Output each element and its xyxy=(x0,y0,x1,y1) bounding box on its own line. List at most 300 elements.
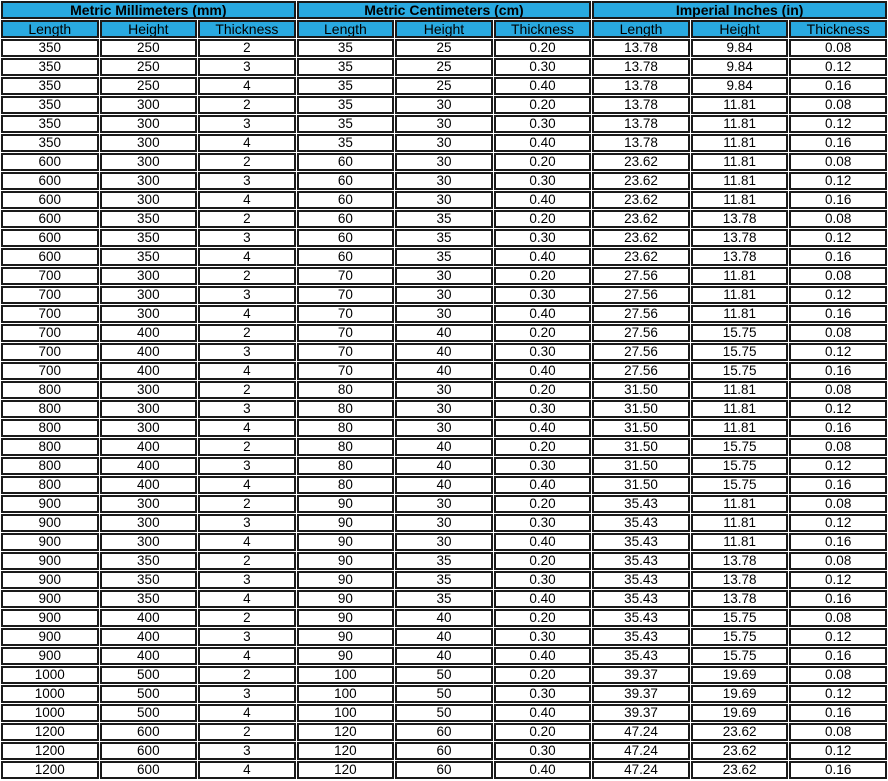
table-cell: 27.56 xyxy=(592,286,690,304)
table-cell: 47.24 xyxy=(592,761,690,779)
table-cell: 700 xyxy=(1,362,99,380)
table-cell: 600 xyxy=(1,191,99,209)
table-row xyxy=(1,286,887,304)
table-cell: 35.43 xyxy=(592,533,690,551)
table-cell: 300 xyxy=(100,400,198,418)
table-cell: 3 xyxy=(198,742,296,760)
table-cell: 700 xyxy=(1,324,99,342)
table-cell: 19.69 xyxy=(691,685,789,703)
table-cell: 0.40 xyxy=(494,362,592,380)
table-cell: 0.08 xyxy=(789,609,887,627)
table-cell: 350 xyxy=(100,571,198,589)
table-cell: 35.43 xyxy=(592,571,690,589)
table-cell: 19.69 xyxy=(691,666,789,684)
table-cell: 15.75 xyxy=(691,457,789,475)
table-cell: 0.12 xyxy=(789,286,887,304)
table-cell: 13.78 xyxy=(691,590,789,608)
table-cell: 120 xyxy=(297,761,395,779)
table-cell: 120 xyxy=(297,742,395,760)
table-body xyxy=(1,39,887,779)
table-cell: 35 xyxy=(395,590,493,608)
table-cell: 3 xyxy=(198,457,296,475)
table-cell: 350 xyxy=(1,58,99,76)
table-cell: 300 xyxy=(100,286,198,304)
table-cell: 11.81 xyxy=(691,381,789,399)
table-cell: 350 xyxy=(100,210,198,228)
table-cell: 23.62 xyxy=(592,172,690,190)
table-cell: 2 xyxy=(198,609,296,627)
table-cell: 350 xyxy=(100,552,198,570)
table-cell: 700 xyxy=(1,267,99,285)
table-cell: 4 xyxy=(198,647,296,665)
table-cell: 0.30 xyxy=(494,286,592,304)
table-cell: 0.16 xyxy=(789,248,887,266)
table-cell: 35.43 xyxy=(592,590,690,608)
table-cell: 350 xyxy=(1,39,99,57)
table-cell: 90 xyxy=(297,533,395,551)
table-row xyxy=(1,153,887,171)
table-cell: 35.43 xyxy=(592,647,690,665)
table-cell: 300 xyxy=(100,533,198,551)
table-cell: 90 xyxy=(297,609,395,627)
column-header-height: Height xyxy=(395,20,493,38)
table-cell: 0.08 xyxy=(789,666,887,684)
table-cell: 30 xyxy=(395,134,493,152)
table-cell: 350 xyxy=(100,229,198,247)
table-row xyxy=(1,324,887,342)
table-cell: 500 xyxy=(100,685,198,703)
table-row xyxy=(1,381,887,399)
table-cell: 0.16 xyxy=(789,305,887,323)
table-cell: 1000 xyxy=(1,704,99,722)
table-cell: 0.30 xyxy=(494,172,592,190)
column-header-thickness: Thickness xyxy=(198,20,296,38)
table-row xyxy=(1,761,887,779)
table-row xyxy=(1,400,887,418)
table-row xyxy=(1,305,887,323)
table-row xyxy=(1,343,887,361)
table-cell: 31.50 xyxy=(592,438,690,456)
table-row xyxy=(1,723,887,741)
table-cell: 9.84 xyxy=(691,39,789,57)
table-cell: 0.12 xyxy=(789,172,887,190)
table-cell: 800 xyxy=(1,476,99,494)
table-cell: 300 xyxy=(100,96,198,114)
table-cell: 30 xyxy=(395,96,493,114)
table-cell: 70 xyxy=(297,343,395,361)
table-cell: 300 xyxy=(100,305,198,323)
table-cell: 300 xyxy=(100,267,198,285)
table-row xyxy=(1,457,887,475)
table-cell: 900 xyxy=(1,495,99,513)
table-cell: 2 xyxy=(198,210,296,228)
table-row xyxy=(1,571,887,589)
table-cell: 40 xyxy=(395,457,493,475)
table-cell: 80 xyxy=(297,381,395,399)
table-cell: 11.81 xyxy=(691,514,789,532)
table-cell: 70 xyxy=(297,324,395,342)
table-cell: 0.30 xyxy=(494,400,592,418)
table-cell: 350 xyxy=(1,115,99,133)
table-cell: 30 xyxy=(395,191,493,209)
table-cell: 70 xyxy=(297,267,395,285)
table-cell: 0.08 xyxy=(789,324,887,342)
table-cell: 2 xyxy=(198,552,296,570)
table-cell: 400 xyxy=(100,457,198,475)
table-cell: 0.12 xyxy=(789,457,887,475)
group-header-imperial-inches: Imperial Inches (in) xyxy=(592,1,887,19)
table-row xyxy=(1,666,887,684)
table-cell: 35 xyxy=(395,210,493,228)
table-cell: 0.08 xyxy=(789,381,887,399)
table-cell: 300 xyxy=(100,153,198,171)
table-cell: 100 xyxy=(297,685,395,703)
table-cell: 0.08 xyxy=(789,96,887,114)
table-cell: 0.16 xyxy=(789,761,887,779)
table-cell: 40 xyxy=(395,438,493,456)
table-cell: 0.30 xyxy=(494,457,592,475)
table-cell: 3 xyxy=(198,58,296,76)
table-cell: 40 xyxy=(395,609,493,627)
table-cell: 0.12 xyxy=(789,685,887,703)
table-cell: 700 xyxy=(1,343,99,361)
table-row xyxy=(1,419,887,437)
table-cell: 4 xyxy=(198,761,296,779)
table-cell: 800 xyxy=(1,381,99,399)
table-cell: 0.12 xyxy=(789,514,887,532)
table-cell: 0.30 xyxy=(494,685,592,703)
table-row xyxy=(1,172,887,190)
column-header-row xyxy=(1,20,887,38)
table-cell: 0.40 xyxy=(494,533,592,551)
table-cell: 120 xyxy=(297,723,395,741)
table-cell: 800 xyxy=(1,438,99,456)
table-cell: 4 xyxy=(198,362,296,380)
table-row xyxy=(1,210,887,228)
table-cell: 0.12 xyxy=(789,571,887,589)
table-cell: 39.37 xyxy=(592,685,690,703)
table-cell: 30 xyxy=(395,153,493,171)
table-cell: 2 xyxy=(198,153,296,171)
table-cell: 15.75 xyxy=(691,628,789,646)
table-cell: 50 xyxy=(395,685,493,703)
table-cell: 13.78 xyxy=(592,39,690,57)
table-cell: 60 xyxy=(395,761,493,779)
table-cell: 0.20 xyxy=(494,552,592,570)
table-cell: 23.62 xyxy=(592,191,690,209)
table-cell: 0.40 xyxy=(494,476,592,494)
table-cell: 0.40 xyxy=(494,647,592,665)
table-cell: 23.62 xyxy=(691,723,789,741)
table-cell: 400 xyxy=(100,609,198,627)
table-cell: 2 xyxy=(198,381,296,399)
table-cell: 600 xyxy=(100,723,198,741)
table-cell: 900 xyxy=(1,628,99,646)
table-cell: 300 xyxy=(100,514,198,532)
table-cell: 60 xyxy=(395,723,493,741)
table-cell: 0.08 xyxy=(789,210,887,228)
table-cell: 35.43 xyxy=(592,514,690,532)
table-cell: 900 xyxy=(1,590,99,608)
table-cell: 0.20 xyxy=(494,153,592,171)
table-header xyxy=(1,1,887,38)
table-cell: 350 xyxy=(1,77,99,95)
table-cell: 40 xyxy=(395,362,493,380)
table-cell: 27.56 xyxy=(592,267,690,285)
table-cell: 40 xyxy=(395,476,493,494)
table-cell: 13.78 xyxy=(592,115,690,133)
table-cell: 400 xyxy=(100,476,198,494)
table-cell: 50 xyxy=(395,666,493,684)
table-cell: 0.08 xyxy=(789,723,887,741)
table-cell: 2 xyxy=(198,324,296,342)
table-cell: 400 xyxy=(100,628,198,646)
table-cell: 400 xyxy=(100,343,198,361)
table-row xyxy=(1,552,887,570)
table-cell: 15.75 xyxy=(691,438,789,456)
group-header-metric-millimeters: Metric Millimeters (mm) xyxy=(1,1,296,19)
table-cell: 300 xyxy=(100,381,198,399)
table-row xyxy=(1,58,887,76)
table-cell: 4 xyxy=(198,77,296,95)
table-cell: 0.20 xyxy=(494,438,592,456)
table-cell: 0.16 xyxy=(789,134,887,152)
table-row xyxy=(1,495,887,513)
table-cell: 35.43 xyxy=(592,495,690,513)
table-row xyxy=(1,134,887,152)
table-cell: 300 xyxy=(100,191,198,209)
table-cell: 0.40 xyxy=(494,134,592,152)
table-cell: 13.78 xyxy=(691,210,789,228)
table-cell: 600 xyxy=(1,153,99,171)
table-row xyxy=(1,362,887,380)
table-cell: 15.75 xyxy=(691,362,789,380)
table-cell: 25 xyxy=(395,58,493,76)
table-cell: 3 xyxy=(198,571,296,589)
table-row xyxy=(1,438,887,456)
column-header-thickness: Thickness xyxy=(494,20,592,38)
table-cell: 4 xyxy=(198,248,296,266)
table-cell: 30 xyxy=(395,381,493,399)
table-cell: 600 xyxy=(1,229,99,247)
table-cell: 13.78 xyxy=(691,229,789,247)
table-cell: 3 xyxy=(198,343,296,361)
table-cell: 35 xyxy=(297,39,395,57)
table-cell: 0.20 xyxy=(494,267,592,285)
table-cell: 35 xyxy=(395,229,493,247)
table-cell: 1200 xyxy=(1,723,99,741)
table-cell: 35.43 xyxy=(592,628,690,646)
group-header-row xyxy=(1,1,887,19)
table-cell: 0.30 xyxy=(494,742,592,760)
table-cell: 0.08 xyxy=(789,153,887,171)
table-cell: 13.78 xyxy=(592,134,690,152)
table-cell: 35.43 xyxy=(592,552,690,570)
table-cell: 11.81 xyxy=(691,191,789,209)
table-row xyxy=(1,229,887,247)
table-row xyxy=(1,115,887,133)
table-cell: 11.81 xyxy=(691,172,789,190)
table-cell: 900 xyxy=(1,514,99,532)
table-row xyxy=(1,685,887,703)
table-cell: 4 xyxy=(198,476,296,494)
table-row xyxy=(1,191,887,209)
table-cell: 80 xyxy=(297,400,395,418)
table-cell: 350 xyxy=(100,590,198,608)
table-cell: 900 xyxy=(1,609,99,627)
table-cell: 27.56 xyxy=(592,305,690,323)
table-cell: 30 xyxy=(395,115,493,133)
table-cell: 0.20 xyxy=(494,210,592,228)
table-row xyxy=(1,628,887,646)
table-cell: 30 xyxy=(395,172,493,190)
table-cell: 4 xyxy=(198,191,296,209)
table-cell: 23.62 xyxy=(592,229,690,247)
table-cell: 3 xyxy=(198,115,296,133)
table-cell: 31.50 xyxy=(592,476,690,494)
table-row xyxy=(1,514,887,532)
table-row xyxy=(1,39,887,57)
table-cell: 4 xyxy=(198,134,296,152)
table-cell: 30 xyxy=(395,305,493,323)
table-cell: 0.16 xyxy=(789,419,887,437)
table-cell: 600 xyxy=(1,172,99,190)
table-cell: 30 xyxy=(395,267,493,285)
table-cell: 0.12 xyxy=(789,400,887,418)
table-cell: 0.16 xyxy=(789,191,887,209)
table-row xyxy=(1,96,887,114)
table-cell: 23.62 xyxy=(691,742,789,760)
table-cell: 27.56 xyxy=(592,343,690,361)
table-cell: 30 xyxy=(395,400,493,418)
table-cell: 1000 xyxy=(1,666,99,684)
table-cell: 600 xyxy=(100,761,198,779)
table-cell: 0.08 xyxy=(789,552,887,570)
table-cell: 250 xyxy=(100,39,198,57)
table-cell: 11.81 xyxy=(691,533,789,551)
table-cell: 0.16 xyxy=(789,590,887,608)
table-cell: 600 xyxy=(1,248,99,266)
table-cell: 3 xyxy=(198,286,296,304)
table-cell: 30 xyxy=(395,419,493,437)
table-cell: 35 xyxy=(395,571,493,589)
table-cell: 500 xyxy=(100,704,198,722)
table-cell: 11.81 xyxy=(691,419,789,437)
table-cell: 13.78 xyxy=(691,571,789,589)
table-cell: 70 xyxy=(297,305,395,323)
table-cell: 80 xyxy=(297,438,395,456)
table-cell: 0.40 xyxy=(494,305,592,323)
table-cell: 0.30 xyxy=(494,58,592,76)
table-cell: 0.40 xyxy=(494,761,592,779)
table-cell: 11.81 xyxy=(691,267,789,285)
table-cell: 11.81 xyxy=(691,400,789,418)
table-cell: 0.08 xyxy=(789,39,887,57)
table-cell: 600 xyxy=(100,742,198,760)
table-cell: 2 xyxy=(198,438,296,456)
table-cell: 2 xyxy=(198,96,296,114)
table-cell: 0.16 xyxy=(789,362,887,380)
table-cell: 250 xyxy=(100,77,198,95)
table-cell: 31.50 xyxy=(592,381,690,399)
table-cell: 13.78 xyxy=(691,552,789,570)
table-cell: 27.56 xyxy=(592,324,690,342)
table-cell: 11.81 xyxy=(691,115,789,133)
table-row xyxy=(1,704,887,722)
table-cell: 350 xyxy=(1,134,99,152)
table-cell: 25 xyxy=(395,39,493,57)
table-cell: 15.75 xyxy=(691,647,789,665)
table-cell: 25 xyxy=(395,77,493,95)
table-cell: 0.30 xyxy=(494,229,592,247)
table-cell: 0.12 xyxy=(789,58,887,76)
table-cell: 35 xyxy=(395,552,493,570)
table-cell: 90 xyxy=(297,647,395,665)
table-cell: 35 xyxy=(297,96,395,114)
table-cell: 11.81 xyxy=(691,305,789,323)
table-cell: 47.24 xyxy=(592,723,690,741)
column-header-height: Height xyxy=(691,20,789,38)
table-cell: 0.12 xyxy=(789,628,887,646)
table-cell: 39.37 xyxy=(592,704,690,722)
table-cell: 60 xyxy=(297,229,395,247)
table-row xyxy=(1,590,887,608)
table-cell: 13.78 xyxy=(592,77,690,95)
table-cell: 3 xyxy=(198,400,296,418)
table-cell: 13.78 xyxy=(592,58,690,76)
table-cell: 0.30 xyxy=(494,628,592,646)
table-cell: 0.16 xyxy=(789,704,887,722)
table-cell: 0.30 xyxy=(494,514,592,532)
table-row xyxy=(1,742,887,760)
column-header-height: Height xyxy=(100,20,198,38)
table-cell: 15.75 xyxy=(691,476,789,494)
table-cell: 0.40 xyxy=(494,77,592,95)
table-cell: 31.50 xyxy=(592,400,690,418)
table-cell: 70 xyxy=(297,362,395,380)
table-cell: 30 xyxy=(395,533,493,551)
table-cell: 35 xyxy=(395,248,493,266)
table-cell: 80 xyxy=(297,476,395,494)
table-cell: 0.30 xyxy=(494,571,592,589)
table-cell: 47.24 xyxy=(592,742,690,760)
table-cell: 23.62 xyxy=(592,248,690,266)
table-cell: 3 xyxy=(198,229,296,247)
table-cell: 35 xyxy=(297,115,395,133)
table-cell: 800 xyxy=(1,457,99,475)
table-cell: 13.78 xyxy=(592,96,690,114)
table-cell: 0.40 xyxy=(494,704,592,722)
table-cell: 800 xyxy=(1,400,99,418)
table-row xyxy=(1,476,887,494)
table-cell: 0.40 xyxy=(494,590,592,608)
table-cell: 400 xyxy=(100,324,198,342)
table-cell: 39.37 xyxy=(592,666,690,684)
table-cell: 11.81 xyxy=(691,134,789,152)
group-header-metric-centimeters: Metric Centimeters (cm) xyxy=(297,1,592,19)
table-cell: 90 xyxy=(297,590,395,608)
table-row xyxy=(1,267,887,285)
table-cell: 0.16 xyxy=(789,77,887,95)
table-row xyxy=(1,248,887,266)
table-cell: 0.08 xyxy=(789,495,887,513)
table-cell: 400 xyxy=(100,438,198,456)
table-cell: 900 xyxy=(1,647,99,665)
table-cell: 0.40 xyxy=(494,419,592,437)
table-cell: 0.20 xyxy=(494,96,592,114)
column-header-length: Length xyxy=(592,20,690,38)
table-cell: 0.08 xyxy=(789,267,887,285)
